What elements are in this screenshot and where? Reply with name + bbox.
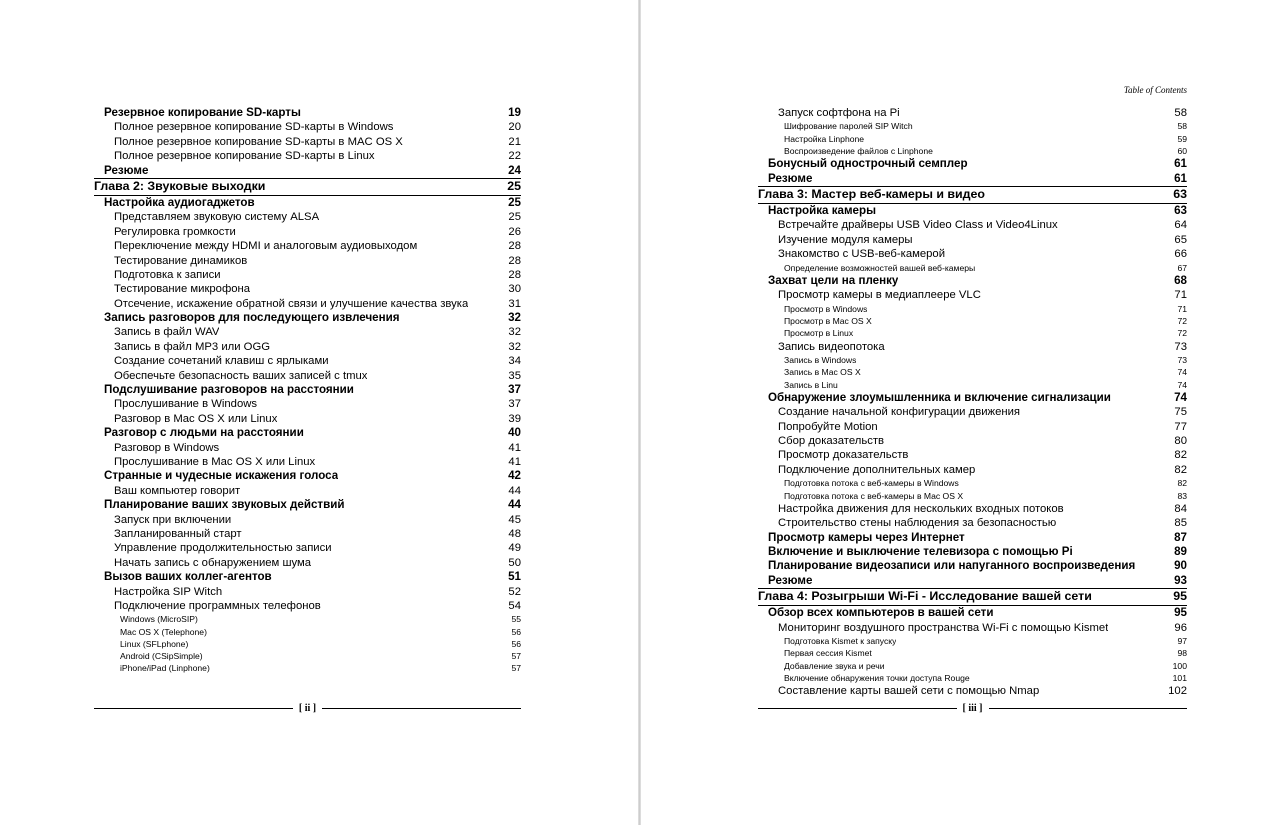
toc-entry-page-number: 40 [508, 426, 521, 440]
toc-entry-page-number: 59 [1177, 133, 1187, 144]
toc-entry-page-number: 20 [508, 121, 521, 134]
toc-entry-page-number: 24 [508, 163, 521, 177]
toc-subsection-entry [94, 556, 521, 570]
toc-entry-title: Изучение модуля камеры [778, 233, 913, 246]
toc-entry-page-number: 83 [1177, 490, 1187, 501]
toc-entry-title: Тестирование динамиков [114, 254, 248, 267]
toc-entry-title: Странные и чудесные искажения голоса [104, 469, 339, 483]
toc-section-entry [94, 426, 521, 440]
toc-entry-page-number: 90 [1174, 559, 1187, 573]
toc-entry-title: Захват цели на пленку [768, 273, 899, 287]
toc-entry-title: Разговор в Mac OS X или Linux [114, 412, 278, 425]
toc-entry-page-number: 50 [508, 556, 521, 569]
running-head: Table of Contents [1123, 85, 1187, 95]
toc-entry-page-number: 64 [1174, 219, 1187, 232]
toc-entry-page-number: 58 [1174, 107, 1187, 119]
toc-entry-page-number: 44 [508, 498, 521, 512]
toc-entry-page-number: 96 [1174, 621, 1187, 634]
toc-chapter-heading [94, 178, 521, 196]
toc-entry-title: Попробуйте Motion [778, 420, 878, 433]
toc-entry-title: Резервное копирование SD-карты [104, 106, 301, 119]
toc-subsection-entry [94, 149, 521, 163]
toc-entry-page-number: 73 [1174, 340, 1187, 353]
toc-entry-page-number: 41 [508, 441, 521, 454]
toc-minor-entry [758, 647, 1187, 659]
footer-rule [94, 708, 293, 709]
toc-entry-title: Отсечение, искажение обратной связи и улучшение качества звука [114, 297, 469, 310]
toc-minor-entry [758, 145, 1187, 157]
toc-minor-entry [758, 133, 1187, 145]
toc-entry-title: Вызов ваших коллег-агентов [104, 570, 272, 584]
toc-section-entry [94, 383, 521, 397]
toc-entry-page-number: 57 [511, 663, 521, 674]
toc-subsection-entry [758, 434, 1187, 448]
toc-entry-page-number: 72 [1177, 328, 1187, 339]
toc-minor-entry [758, 315, 1187, 327]
toc-entry-title: Просмотр камеры через Интернет [768, 530, 965, 544]
toc-subsection-entry [94, 585, 521, 599]
toc-entry-page-number: 57 [511, 651, 521, 662]
toc-entry-page-number: 98 [1177, 648, 1187, 659]
toc-subsection-entry [94, 484, 521, 498]
toc-entry-page-number: 39 [508, 412, 521, 425]
toc-section-entry [758, 531, 1187, 545]
toc-subsection-entry [758, 233, 1187, 247]
toc-entry-title: Windows (MicroSIP) [120, 614, 198, 625]
toc-section-entry [94, 106, 521, 120]
toc-entry-title: Определение возможностей вашей веб-камеры [784, 262, 976, 273]
toc-entry-page-number: 58 [1177, 121, 1187, 132]
toc-subsection-entry [94, 239, 521, 253]
toc-entry-page-number: 72 [1177, 316, 1187, 326]
toc-entry-page-number: 21 [508, 135, 521, 148]
toc-entry-title: Запись в файл MP3 или OGG [114, 340, 271, 353]
toc-entry-page-number: 28 [508, 268, 521, 281]
toc-entry-page-number: 85 [1174, 517, 1187, 530]
toc-subsection-entry [94, 354, 521, 368]
toc-entry-title: Linux (SFLphone) [120, 638, 189, 649]
toc-entry-title: Подготовка потока с веб-камеры в Mac OS X [784, 490, 964, 501]
toc-entry-title: Запись видеопотока [778, 340, 885, 353]
toc-entry-title: Создание сочетаний клавиш с ярлыками [114, 355, 329, 368]
toc-entry-title: Запуск софтфона на Pi [778, 107, 900, 119]
toc-subsection-entry [94, 441, 521, 455]
toc-entry-title: Настройка Linphone [784, 133, 865, 144]
toc-entry-title: Подготовка потока с веб-камеры в Windows [784, 478, 959, 489]
toc-subsection-entry [94, 412, 521, 426]
toc-entry-title: Резюме [768, 171, 813, 185]
toc-entry-page-number: 35 [508, 369, 521, 382]
toc-entry-page-number: 82 [1174, 449, 1187, 462]
toc-entry-page-number: 101 [1172, 672, 1187, 683]
toc-entry-title: Разговор с людьми на расстоянии [104, 426, 304, 440]
toc-section-entry [94, 570, 521, 584]
toc-section-entry [94, 164, 521, 178]
toc-minor-entry [758, 477, 1187, 489]
toc-entry-title: Подключение программных телефонов [114, 599, 321, 612]
footer-rule [322, 708, 521, 709]
page-number: [ iii ] [962, 703, 983, 714]
toc-section-entry [758, 204, 1187, 218]
toc-entry-title: Шифрование паролей SIP Witch [784, 121, 913, 132]
toc-entry-page-number: 56 [511, 626, 521, 637]
toc-entry-title: Прослушивание в Windows [114, 398, 258, 411]
toc-entry-title: Планирование видеозаписи или напуганного воспроизведения [768, 559, 1136, 573]
toc-entry-page-number: 73 [1177, 354, 1187, 365]
toc-entry-page-number: 56 [511, 638, 521, 649]
toc-entry-title: Запись в Windows [784, 354, 857, 365]
toc-entry-title: Встречайте драйверы USB Video Class и Video4Linux [778, 219, 1058, 232]
toc-entry-page-number: 48 [508, 527, 521, 540]
toc-entry-page-number: 89 [1174, 544, 1187, 558]
toc-entry-page-number: 22 [508, 150, 521, 163]
toc-entry-page-number: 102 [1168, 685, 1187, 698]
toc-minor-entry [94, 650, 521, 662]
toc-minor-entry [758, 635, 1187, 647]
toc-entry-page-number: 32 [508, 326, 521, 339]
page-number: [ ii ] [298, 703, 317, 714]
toc-entry-page-number: 80 [1174, 435, 1187, 448]
toc-entry-page-number: 75 [1174, 406, 1187, 419]
toc-minor-entry [758, 660, 1187, 672]
toc-entry-page-number: 87 [1174, 530, 1187, 544]
toc-minor-entry [758, 120, 1187, 132]
toc-entry-title: Прослушивание в Mac OS X или Linux [114, 455, 316, 468]
toc-subsection-entry [94, 282, 521, 296]
page-footer-left [94, 703, 521, 714]
toc-entry-page-number: 68 [1174, 273, 1187, 287]
toc-section-entry [94, 469, 521, 483]
toc-entry-title: Бонусный однострочный семплер [768, 157, 968, 171]
toc-section-entry [94, 196, 521, 210]
toc-subsection-entry [758, 218, 1187, 232]
toc-list-left [94, 106, 521, 675]
toc-entry-title: Переключение между HDMI и аналоговым аудиовыходом [114, 240, 418, 253]
toc-entry-title: Мониторинг воздушного пространства Wi-Fi с помощью Kismet [778, 621, 1109, 634]
toc-entry-title: Настройка аудиогаджетов [104, 195, 255, 209]
toc-entry-title: Просмотр доказательств [778, 449, 909, 462]
toc-entry-page-number: 26 [508, 225, 521, 238]
left-page [0, 0, 638, 825]
toc-entry-page-number: 25 [508, 211, 521, 224]
toc-entry-page-number: 54 [508, 599, 521, 612]
toc-subsection-entry [94, 340, 521, 354]
toc-entry-title: Запись в файл WAV [114, 326, 220, 339]
toc-subsection-entry [758, 463, 1187, 477]
toc-section-entry [94, 311, 521, 325]
toc-entry-title: Включение и выключение телевизора с помощью Pi [768, 544, 1073, 558]
toc-minor-entry [94, 613, 521, 625]
toc-section-entry [758, 157, 1187, 171]
toc-subsection-entry [94, 225, 521, 239]
toc-entry-page-number: 63 [1173, 187, 1187, 202]
toc-subsection-entry [94, 268, 521, 282]
toc-entry-title: Запись в Mac OS X [784, 367, 861, 378]
toc-entry-title: Создание начальной конфигурации движения [778, 406, 1021, 419]
toc-entry-title: Глава 3: Мастер веб-камеры и видео [758, 187, 985, 202]
toc-entry-title: Обеспечьте безопасность ваших записей с tmux [114, 369, 368, 382]
toc-entry-title: Тестирование микрофона [114, 283, 251, 296]
toc-entry-title: Представляем звуковую систему ALSA [114, 211, 320, 224]
toc-minor-entry [758, 379, 1187, 391]
toc-entry-page-number: 19 [508, 106, 521, 119]
toc-entry-title: Mac OS X (Telephone) [120, 626, 207, 637]
toc-section-entry [94, 498, 521, 512]
toc-entry-page-number: 74 [1177, 379, 1187, 390]
toc-entry-page-number: 74 [1174, 390, 1187, 404]
toc-entry-page-number: 45 [508, 513, 521, 526]
toc-entry-title: Просмотр в Mac OS X [784, 316, 872, 326]
toc-minor-entry [758, 262, 1187, 274]
toc-entry-page-number: 82 [1174, 463, 1187, 476]
toc-entry-title: Управление продолжительностью записи [114, 542, 332, 555]
toc-minor-entry [758, 354, 1187, 366]
toc-minor-entry [94, 626, 521, 638]
toc-entry-page-number: 74 [1177, 367, 1187, 378]
toc-entry-title: iPhone/iPad (Linphone) [120, 663, 210, 674]
toc-minor-entry [758, 672, 1187, 684]
toc-minor-entry [758, 366, 1187, 378]
toc-entry-page-number: 93 [1174, 573, 1187, 587]
toc-entry-page-number: 77 [1174, 420, 1187, 433]
footer-rule [758, 708, 957, 709]
toc-entry-title: Просмотр в Windows [784, 303, 868, 314]
toc-entry-page-number: 42 [508, 469, 521, 483]
toc-entry-page-number: 32 [508, 311, 521, 325]
toc-entry-title: Сбор доказательств [778, 435, 885, 448]
toc-entry-page-number: 31 [508, 297, 521, 310]
toc-entry-title: Знакомство с USB-веб-камерой [778, 248, 946, 261]
toc-subsection-entry [758, 340, 1187, 354]
toc-subsection-entry [94, 210, 521, 224]
toc-entry-title: Запланированный старт [114, 527, 242, 540]
toc-entry-title: Воспроизведение файлов с Linphone [784, 145, 933, 156]
toc-entry-page-number: 30 [508, 283, 521, 296]
toc-entry-title: Обзор всех компьютеров в вашей сети [768, 606, 994, 620]
toc-entry-page-number: 60 [1177, 145, 1187, 156]
toc-entry-page-number: 52 [508, 585, 521, 598]
toc-entry-title: Регулировка громкости [114, 225, 236, 238]
toc-entry-page-number: 51 [508, 570, 521, 584]
toc-subsection-entry [758, 420, 1187, 434]
toc-entry-title: Строительство стены наблюдения за безопасностью [778, 517, 1057, 530]
toc-entry-page-number: 37 [508, 398, 521, 411]
toc-subsection-entry [94, 541, 521, 555]
toc-entry-page-number: 71 [1177, 303, 1187, 314]
toc-entry-page-number: 34 [508, 355, 521, 368]
toc-entry-title: Настройка движения для нескольких входных потоков [778, 502, 1064, 515]
toc-entry-page-number: 28 [508, 254, 521, 267]
toc-entry-title: Подготовка к записи [114, 268, 221, 281]
toc-entry-title: Полное резервное копирование SD-карты в Linux [114, 150, 375, 163]
toc-subsection-entry [758, 247, 1187, 261]
toc-entry-page-number: 61 [1174, 157, 1187, 171]
toc-entry-title: Настройка камеры [768, 204, 876, 218]
toc-entry-title: Просмотр камеры в медиаплеере VLC [778, 289, 981, 302]
toc-subsection-entry [758, 106, 1187, 120]
toc-entry-page-number: 28 [508, 240, 521, 253]
toc-entry-page-number: 97 [1177, 635, 1187, 646]
toc-list-right [758, 106, 1187, 699]
toc-subsection-entry [94, 527, 521, 541]
toc-entry-title: Составление карты вашей сети с помощью Nmap [778, 685, 1040, 698]
toc-subsection-entry [758, 502, 1187, 516]
toc-chapter-heading [758, 588, 1187, 606]
toc-entry-title: Добавление звука и речи [784, 660, 885, 671]
toc-subsection-entry [94, 120, 521, 134]
toc-entry-title: Запись в Linu [784, 379, 838, 390]
toc-subsection-entry [94, 297, 521, 311]
toc-section-entry [758, 274, 1187, 288]
toc-entry-page-number: 55 [511, 614, 521, 625]
footer-rule [989, 708, 1188, 709]
toc-subsection-entry [758, 288, 1187, 302]
toc-entry-page-number: 61 [1174, 171, 1187, 185]
toc-section-entry [758, 559, 1187, 573]
toc-entry-title: Начать запись с обнаружением шума [114, 556, 312, 569]
toc-subsection-entry [758, 516, 1187, 530]
toc-entry-page-number: 32 [508, 340, 521, 353]
toc-entry-title: Подслушивание разговоров на расстоянии [104, 383, 354, 397]
toc-entry-title: Разговор в Windows [114, 441, 220, 454]
toc-entry-page-number: 84 [1174, 502, 1187, 515]
toc-subsection-entry [758, 448, 1187, 462]
toc-chapter-heading [758, 186, 1187, 204]
toc-minor-entry [94, 638, 521, 650]
toc-minor-entry [94, 662, 521, 674]
toc-entry-title: Полное резервное копирование SD-карты в MAC OS X [114, 135, 403, 148]
toc-entry-title: Подготовка Kismet к запуску [784, 635, 897, 646]
toc-entry-title: Резюме [768, 573, 813, 587]
toc-entry-title: Глава 2: Звуковые выходки [94, 178, 266, 193]
toc-entry-title: Обнаружение злоумышленника и включение сигнализации [768, 390, 1111, 404]
toc-entry-title: Глава 4: Розыгрыши Wi-Fi - Исследование вашей сети [758, 589, 1092, 604]
toc-entry-page-number: 95 [1173, 589, 1187, 604]
toc-subsection-entry [94, 513, 521, 527]
toc-entry-page-number: 37 [508, 383, 521, 397]
toc-section-entry [758, 391, 1187, 405]
toc-entry-title: Android (CSipSimple) [120, 651, 203, 662]
toc-section-entry [758, 574, 1187, 588]
toc-subsection-entry [94, 325, 521, 339]
toc-entry-title: Включение обнаружения точки доступа Rouge [784, 672, 970, 683]
toc-section-entry [758, 172, 1187, 186]
toc-entry-page-number: 41 [508, 455, 521, 468]
toc-subsection-entry [94, 599, 521, 613]
toc-subsection-entry [94, 455, 521, 469]
toc-subsection-entry [758, 405, 1187, 419]
toc-entry-page-number: 82 [1177, 478, 1187, 489]
toc-subsection-entry [94, 397, 521, 411]
toc-section-entry [758, 606, 1187, 620]
toc-entry-page-number: 95 [1174, 606, 1187, 620]
toc-section-entry [758, 545, 1187, 559]
toc-minor-entry [758, 303, 1187, 315]
toc-subsection-entry [758, 684, 1187, 698]
toc-entry-title: Запись разговоров для последующего извлечения [104, 311, 400, 325]
toc-entry-page-number: 66 [1174, 248, 1187, 261]
toc-entry-title: Настройка SIP Witch [114, 585, 223, 598]
right-page [641, 0, 1280, 825]
toc-entry-page-number: 71 [1174, 289, 1187, 302]
toc-entry-page-number: 25 [508, 195, 521, 209]
toc-subsection-entry [94, 369, 521, 383]
toc-entry-title: Подключение дополнительных камер [778, 463, 976, 476]
toc-subsection-entry [758, 621, 1187, 635]
toc-entry-title: Запуск при включении [114, 513, 232, 526]
toc-entry-title: Просмотр в Linux [784, 328, 854, 339]
toc-subsection-entry [94, 135, 521, 149]
toc-entry-page-number: 44 [508, 484, 521, 497]
toc-entry-title: Ваш компьютер говорит [114, 484, 241, 497]
toc-entry-page-number: 49 [508, 542, 521, 555]
toc-entry-page-number: 100 [1172, 660, 1187, 671]
toc-minor-entry [758, 490, 1187, 502]
toc-minor-entry [758, 327, 1187, 339]
toc-entry-title: Полное резервное копирование SD-карты в Windows [114, 121, 394, 134]
toc-subsection-entry [94, 254, 521, 268]
toc-entry-page-number: 63 [1174, 204, 1187, 218]
page-footer-right [758, 703, 1187, 714]
toc-entry-page-number: 65 [1174, 233, 1187, 246]
toc-entry-page-number: 67 [1177, 262, 1187, 273]
toc-entry-title: Резюме [104, 163, 149, 177]
toc-entry-title: Первая сессия Kismet [784, 648, 872, 659]
toc-entry-page-number: 25 [507, 178, 521, 193]
toc-entry-title: Планирование ваших звуковых действий [104, 498, 345, 512]
